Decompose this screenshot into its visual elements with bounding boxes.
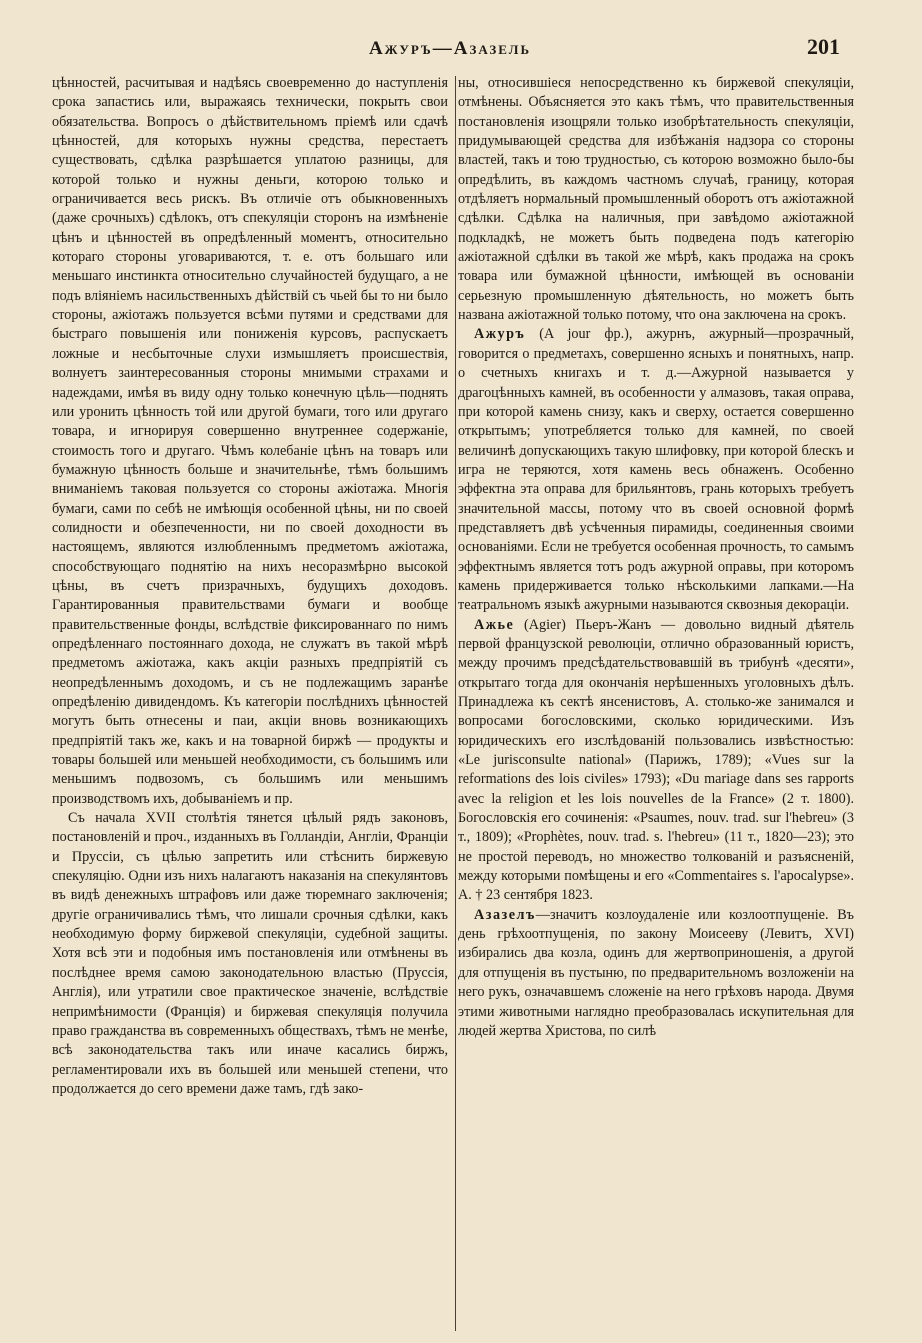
entry-headword: Азазелъ [474, 906, 536, 923]
right-column [458, 74, 854, 1334]
entry-headword: Ажье [474, 616, 515, 633]
running-head: Ажуръ—Азазель [368, 38, 532, 59]
page-number: 201 [807, 34, 840, 59]
entry-text: (A jour фр.), ажурнъ, ажурный—прозрачный, говорится о предметахъ, совершенно ясныхъ и понятныхъ, напр. о счетныхъ книгахъ и т. д.—Ажурной называется у драгоцѣнныхъ камней, въ особенности у алмазовъ, такая оправа, при которой камень снизу, какъ и сверху, остается совершенно открытымъ; употребляется только для камней, по своей величинѣ допускающихъ такую шлифовку, при которой блескъ и игра не теряются, хотя камень весь обнаженъ. Особенно эффектна эта оправа для брильянтовъ, грань которыхъ требуетъ значительной массы, потому что въ своей основной формѣ представляетъ двѣ усѣченныя пирамиды, соединенныя своими основаніями. Если не требуется особенная прочность, то самымъ эффектнымъ является тотъ родъ ажурной оправы, при которомъ камень придерживается только нѣсколькими лапками.—На театральномъ языкѣ ажурными называются сквозныя декораціи. [458, 326, 854, 614]
entry-azhur [458, 325, 854, 615]
entry-headword: Ажуръ [474, 326, 526, 343]
left-paragraph: цѣнностей, расчитывая и надѣясь своевременно до наступленія срока запастись или, выражаясь технически, покрыть свои обязательства. Вопросъ о дѣйствительномъ пріемѣ или сдачѣ цѣнностей, для которыхъ нужны средства, перестаетъ существовать, сдѣлка разрѣшается уплатою разницы, для которой только и нужны деньги, которою только и ограничивается весь рискъ. Въ отличіе отъ обыкновенныхъ (даже срочныхъ) сдѣлокъ, отъ спекуляціи сторонъ на измѣненіе цѣнъ и цѣнностей въ опредѣленный моментъ, относительно котораго стороны уговариваются, т. е. отъ большаго или меньшаго инстинкта относительно случайностей будущаго, а не подъ вліяніемъ насильственныхъ дѣйствій съ чьей бы то ни было стороны, ажіотажъ пользуется всѣми путями и средствами для быстраго повышенія или пониженія курсовъ, распускаетъ ложные и несбыточные слухи измышляетъ происшествія, волнуетъ заинтересованныя стороны мнимыми страхами и надеждами, имѣя въ виду одну только конечную цѣль—поднять или уронить цѣнность той или другой бумаги, того или другаго товара, и игнорируя совершенно внутреннее содержаніе, стоимость того и другаго. Чѣмъ колебаніе цѣнъ на товаръ или бумажную цѣнность больше и значительнѣе, тѣмъ большимъ вниманіемъ таковая пользуется со стороны ажіотажа. Многія бумаги, сами по себѣ не имѣющія особенной цѣны, ни по своей солидности и обезпеченности, ни по своей доходности въ настоящемъ, являются излюбленнымъ предметомъ ажіотажа, способствующаго поднятію на нихъ несоразмѣрно высокой цѣны, въ счетъ призрачныхъ, будущихъ доходовъ. Гарантированныя правительствами бумаги и вообще правительственные фонды, вслѣдствіе фиксированнаго по нимъ опредѣленнаго постояннаго дохода, не служатъ въ такой мѣрѣ предметомъ ажіотажа, какъ акціи разныхъ предпріятій съ неопредѣленнымъ доходомъ, и съ не подлежащимъ заранѣе опредѣленію дивидендомъ. Къ категоріи послѣднихъ цѣнностей могутъ быть отнесены и паи, акціи вновь возникающихъ предпріятій такъ же, какъ и на товарной биржѣ — продукты и товары большей или меньшей необходимости, съ большимъ или меньшимъ подвозомъ, съ большимъ или меньшимъ производствомъ ихъ, добываніемъ и пр. [52, 75, 448, 807]
entry-azazel [458, 906, 854, 1041]
entry-text: —значитъ козлоудаленіе или козлоотпущеніе. Въ день грѣхоотпущенія, по закону Моисееву (Левитъ, XVI) избирались два козла, одинъ для жертвоприношенія, а другой для отпущенія въ пустыню, по предварительномъ возложеніи на него рукъ, означавшемъ сложеніе на него грѣховъ народа. Двумя этими животными наглядно преобразовалась искупительная для людей жертва Христова, по силѣ [458, 906, 854, 1039]
entry-text: (Agier) Пьеръ-Жанъ — довольно видный дѣятель первой французской революціи, отлично образованный юристъ, между прочимъ предсѣдательствовавшій въ трибунѣ «десяти», открытаго тогда для окончанія нерѣшенныхъ уголовныхъ дѣлъ. Принадлежа къ сектѣ янсенистовъ, А. столько-же занимался и вопросами богословскими, сколько юридическими. Изъ юридическихъ его изслѣдованій пользовались извѣстностью: «Le jurisconsulte national» (Парижъ, 1789); «Vues sur la reformations des lois civiles» 1793); «Du mariage dans ses rapports avec la religion et les lois nouvelles de la France» (2 т. 1800). Богословскія его сочиненія: «Psaumes, nouv. trad. sur l'hebreu» (3 т., 1809); «Prophètes, nouv. trad. s. l'hebreu» (11 т., 1820—23); это не простой переводъ, но множество толкованій и разъясненій, между которыми помѣщены и его «Commentaires s. l'apocalypse». А. † 23 сентября 1823. [458, 616, 854, 904]
right-continuation: ны, относившіеся непосредственно къ биржевой спекуляціи, отмѣнены. Объясняется это какъ тѣмъ, что правительственныя постановленія изощряли только изобрѣтательность спекуляціи, придумывающей средства для избѣжанія надзора со стороны властей, такъ и тою трудностью, съ которою возможно было-бы опредѣлить, въ каждомъ частномъ случаѣ, границу, которая отдѣляетъ нормальный промышленный оборотъ отъ ажіотажной сдѣлки. Сдѣлка на наличныя, при завѣдомо ажіотажной подкладкѣ, не можетъ быть подведена подъ категорію ажіотажной сдѣлки въ такой же мѣрѣ, какъ продажа на срокъ товара или бумажной цѣнности, имѣющей въ основаніи серьезную промышленную дѣятельность, но можетъ быть названа ажіотажной только потому, что она заключена на срокъ. [458, 75, 854, 324]
left-column [52, 74, 448, 1334]
entry-azhie [458, 616, 854, 906]
text-columns [52, 74, 854, 1334]
page-header [60, 34, 840, 64]
left-paragraph: Съ начала XVII столѣтія тянется цѣлый рядъ законовъ, постановленій и проч., изданныхъ въ Голландіи, Англіи, Франціи и Пруссіи, съ цѣлью запретить или стѣснить биржевую спекуляцію. Одни изъ нихъ налагаютъ наказанія на спекулянтовъ въ видѣ денежныхъ штрафовъ или даже тюремнаго заключенія; другіе ограничивались тѣмъ, что лишали срочныя сдѣлки, какъ необходимую форму биржевой спекуляціи, судебной защиты. Хотя всѣ эти и подобныя имъ постановленія или отмѣнены въ послѣднее время самою законодательною властью (Пруссія, Англія), или утратили свое практическое значеніе, вслѣдствіе непримѣнимости (Франція) и биржевая спекуляція получила право гражданства въ современныхъ обществахъ, тѣмъ не менѣе, всѣ законодательства такъ или иначе касались биржъ, регламентировали ихъ въ большей или меньшей степени, что продолжается до сего времени даже тамъ, гдѣ зако- [52, 810, 448, 1097]
